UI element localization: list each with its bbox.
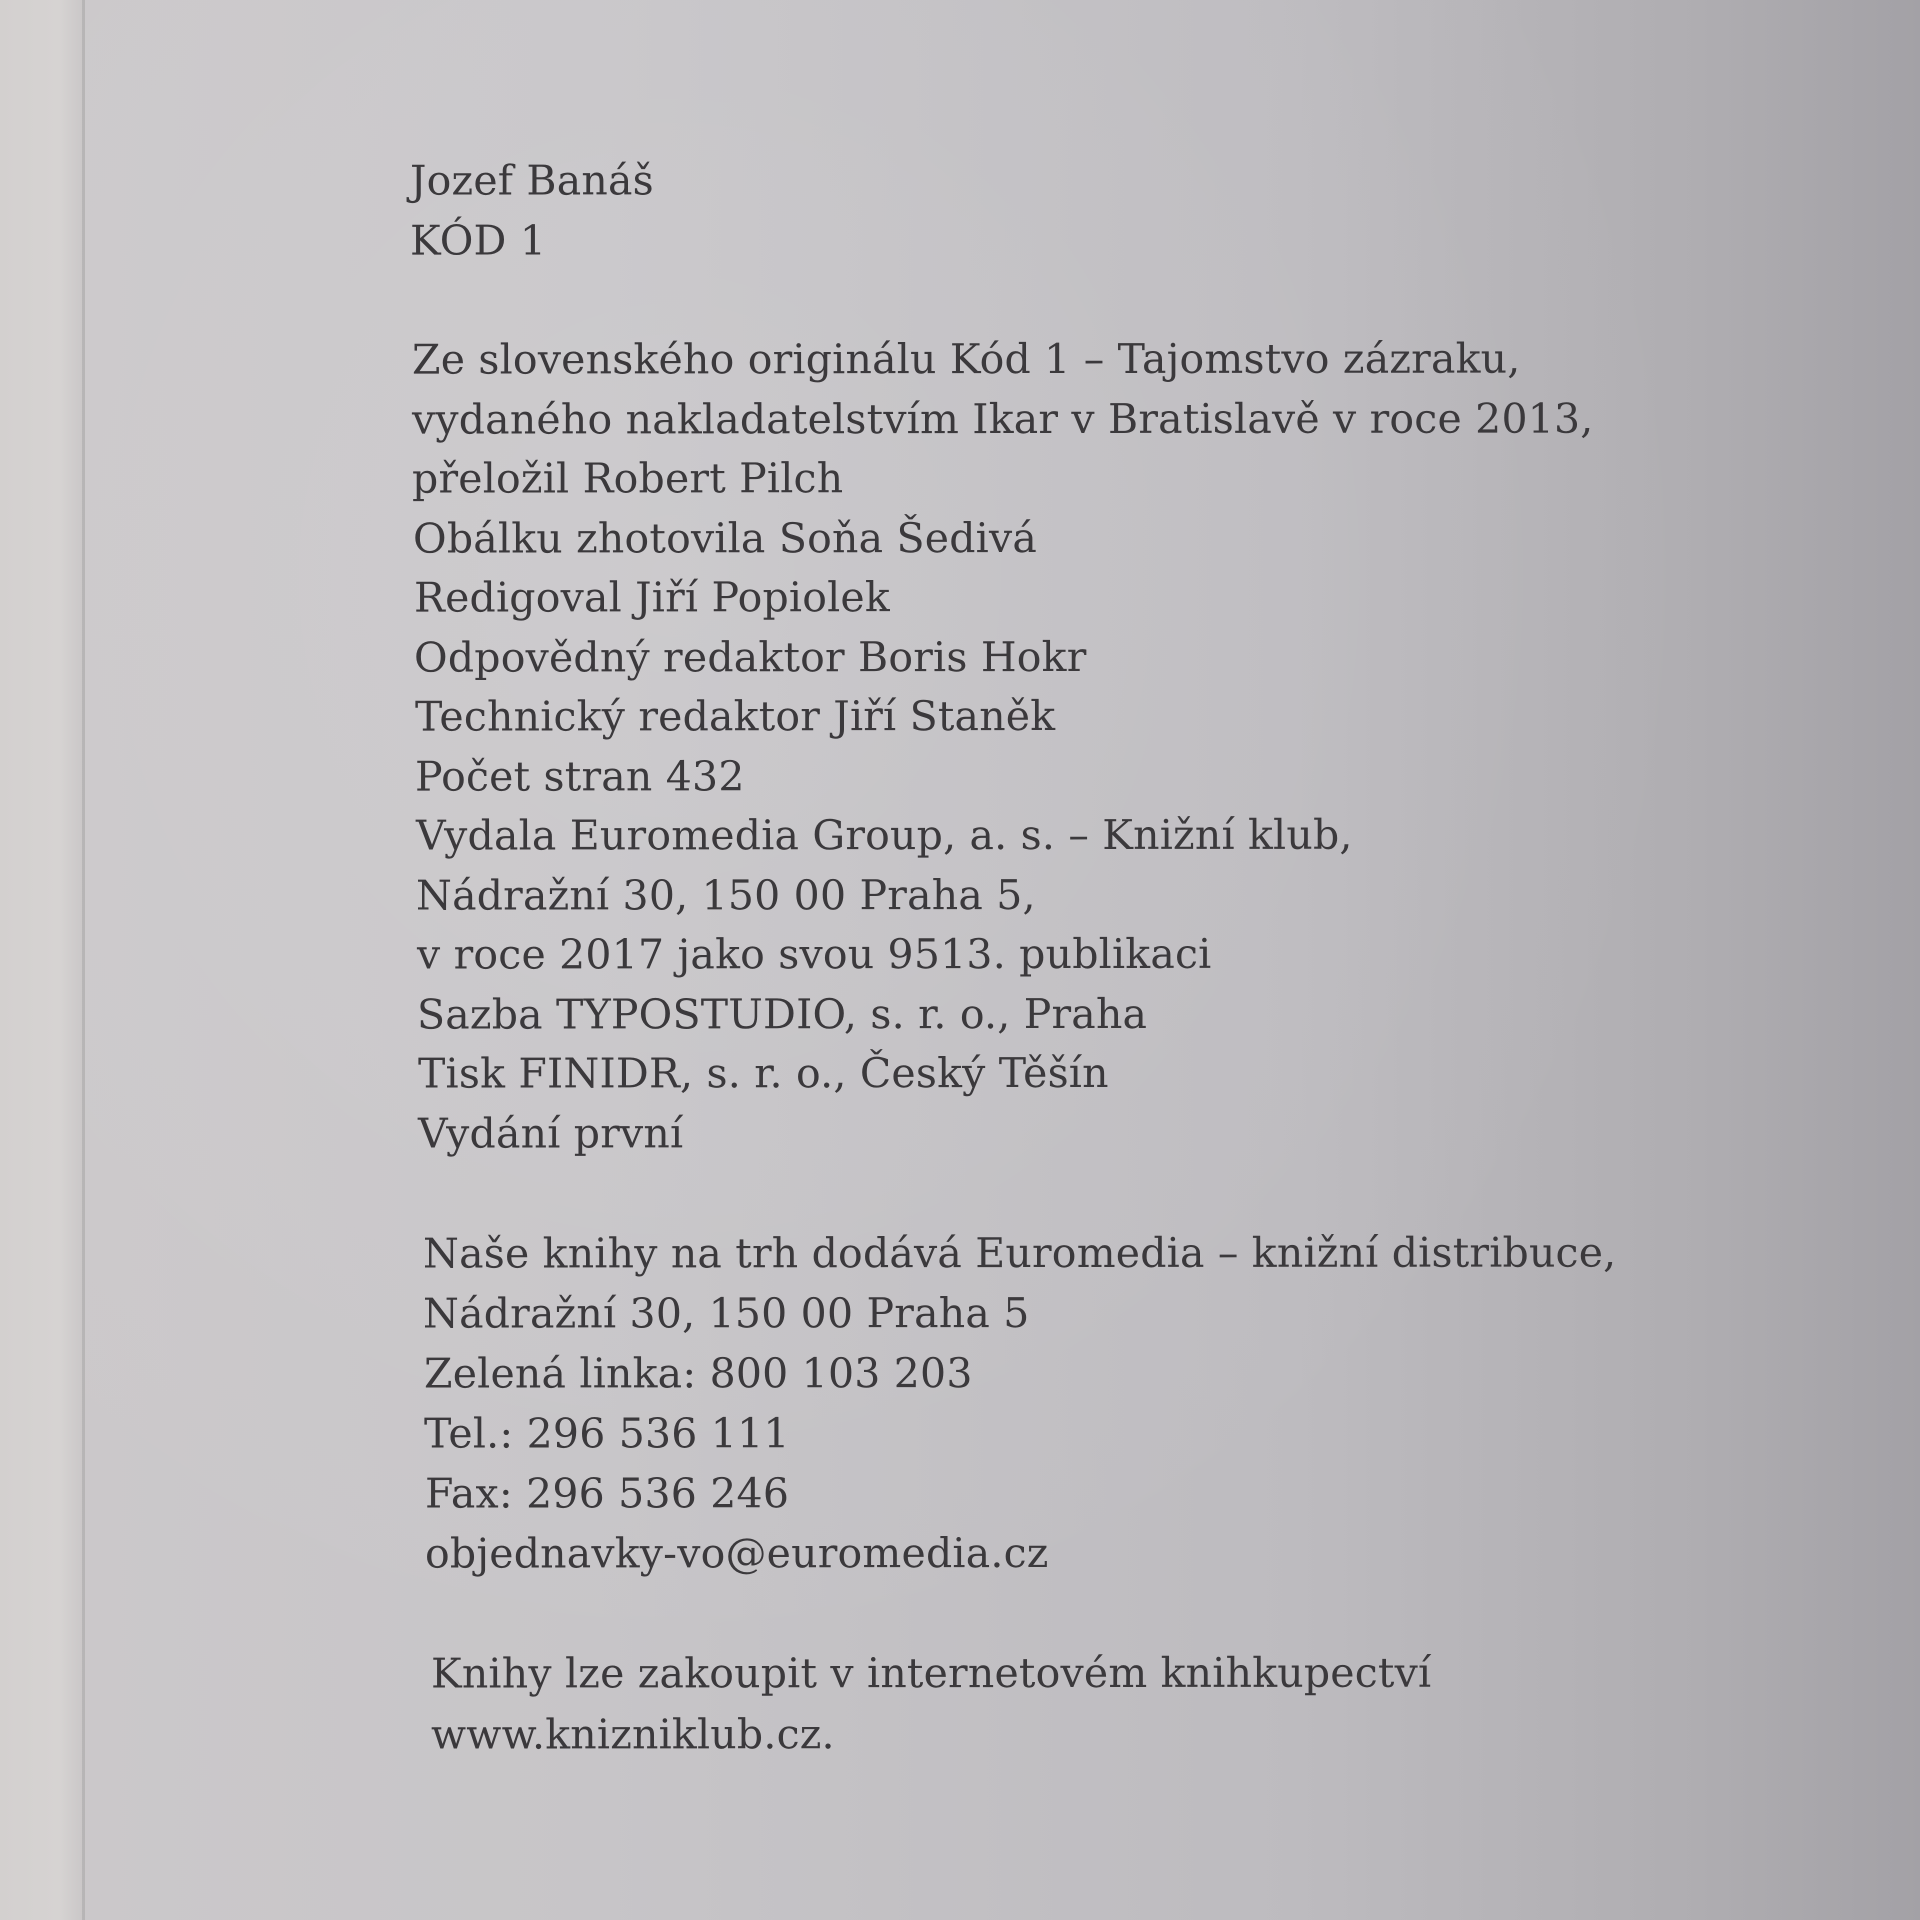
- distribution-line: Tel.: 296 536 111: [424, 1409, 790, 1458]
- email-text: objednavky-vo@euromedia.cz: [425, 1529, 1049, 1578]
- colophon-line: Technický redaktor Jiří Staněk: [415, 692, 1056, 741]
- colophon-line: Nádražní 30, 150 00 Praha 5,: [416, 871, 1036, 920]
- colophon-line: Redigoval Jiří Popiolek: [414, 573, 890, 622]
- distribution-line: Naše knihy na trh dodává Euromedia – knižní distribuce,: [423, 1228, 1617, 1278]
- distribution-line: Fax: 296 536 246: [425, 1469, 790, 1518]
- website-text: www.knizniklub.cz.: [431, 1710, 835, 1759]
- page-gutter: [0, 0, 85, 1920]
- colophon-line: Odpovědný redaktor Boris Hokr: [414, 632, 1087, 682]
- gutter-edge: [82, 0, 85, 1920]
- colophon-line: Počet stran 432: [415, 752, 745, 801]
- book-title: KÓD 1: [410, 216, 547, 265]
- author-name: Jozef Banáš: [410, 156, 654, 205]
- colophon-line: Vydala Euromedia Group, a. s. – Knižní klub,: [416, 810, 1353, 860]
- colophon-line: vydaného nakladatelstvím Ikar v Bratislavě v roce 2013,: [412, 394, 1594, 444]
- colophon-line: Tisk FINIDR, s. r. o., Český Těšín: [418, 1048, 1109, 1098]
- distribution-line: Zelená linka: 800 103 203: [424, 1349, 973, 1398]
- colophon-line: Obálku zhotovila Soňa Šedivá: [413, 514, 1037, 563]
- imprint-text: [410, 0, 1710, 1920]
- colophon-line: v roce 2017 jako svou 9513. publikaci: [417, 929, 1212, 979]
- colophon-line: přeložil Robert Pilch: [412, 454, 844, 503]
- colophon-line: Sazba TYPOSTUDIO, s. r. o., Praha: [417, 989, 1148, 1039]
- colophon-line: Ze slovenského originálu Kód 1 – Tajomstvo zázraku,: [412, 334, 1521, 384]
- distribution-line: Nádražní 30, 150 00 Praha 5: [423, 1289, 1030, 1338]
- bookstore-line: Knihy lze zakoupit v internetovém knihkupectví: [431, 1648, 1432, 1698]
- colophon-line: Vydání první: [418, 1109, 684, 1158]
